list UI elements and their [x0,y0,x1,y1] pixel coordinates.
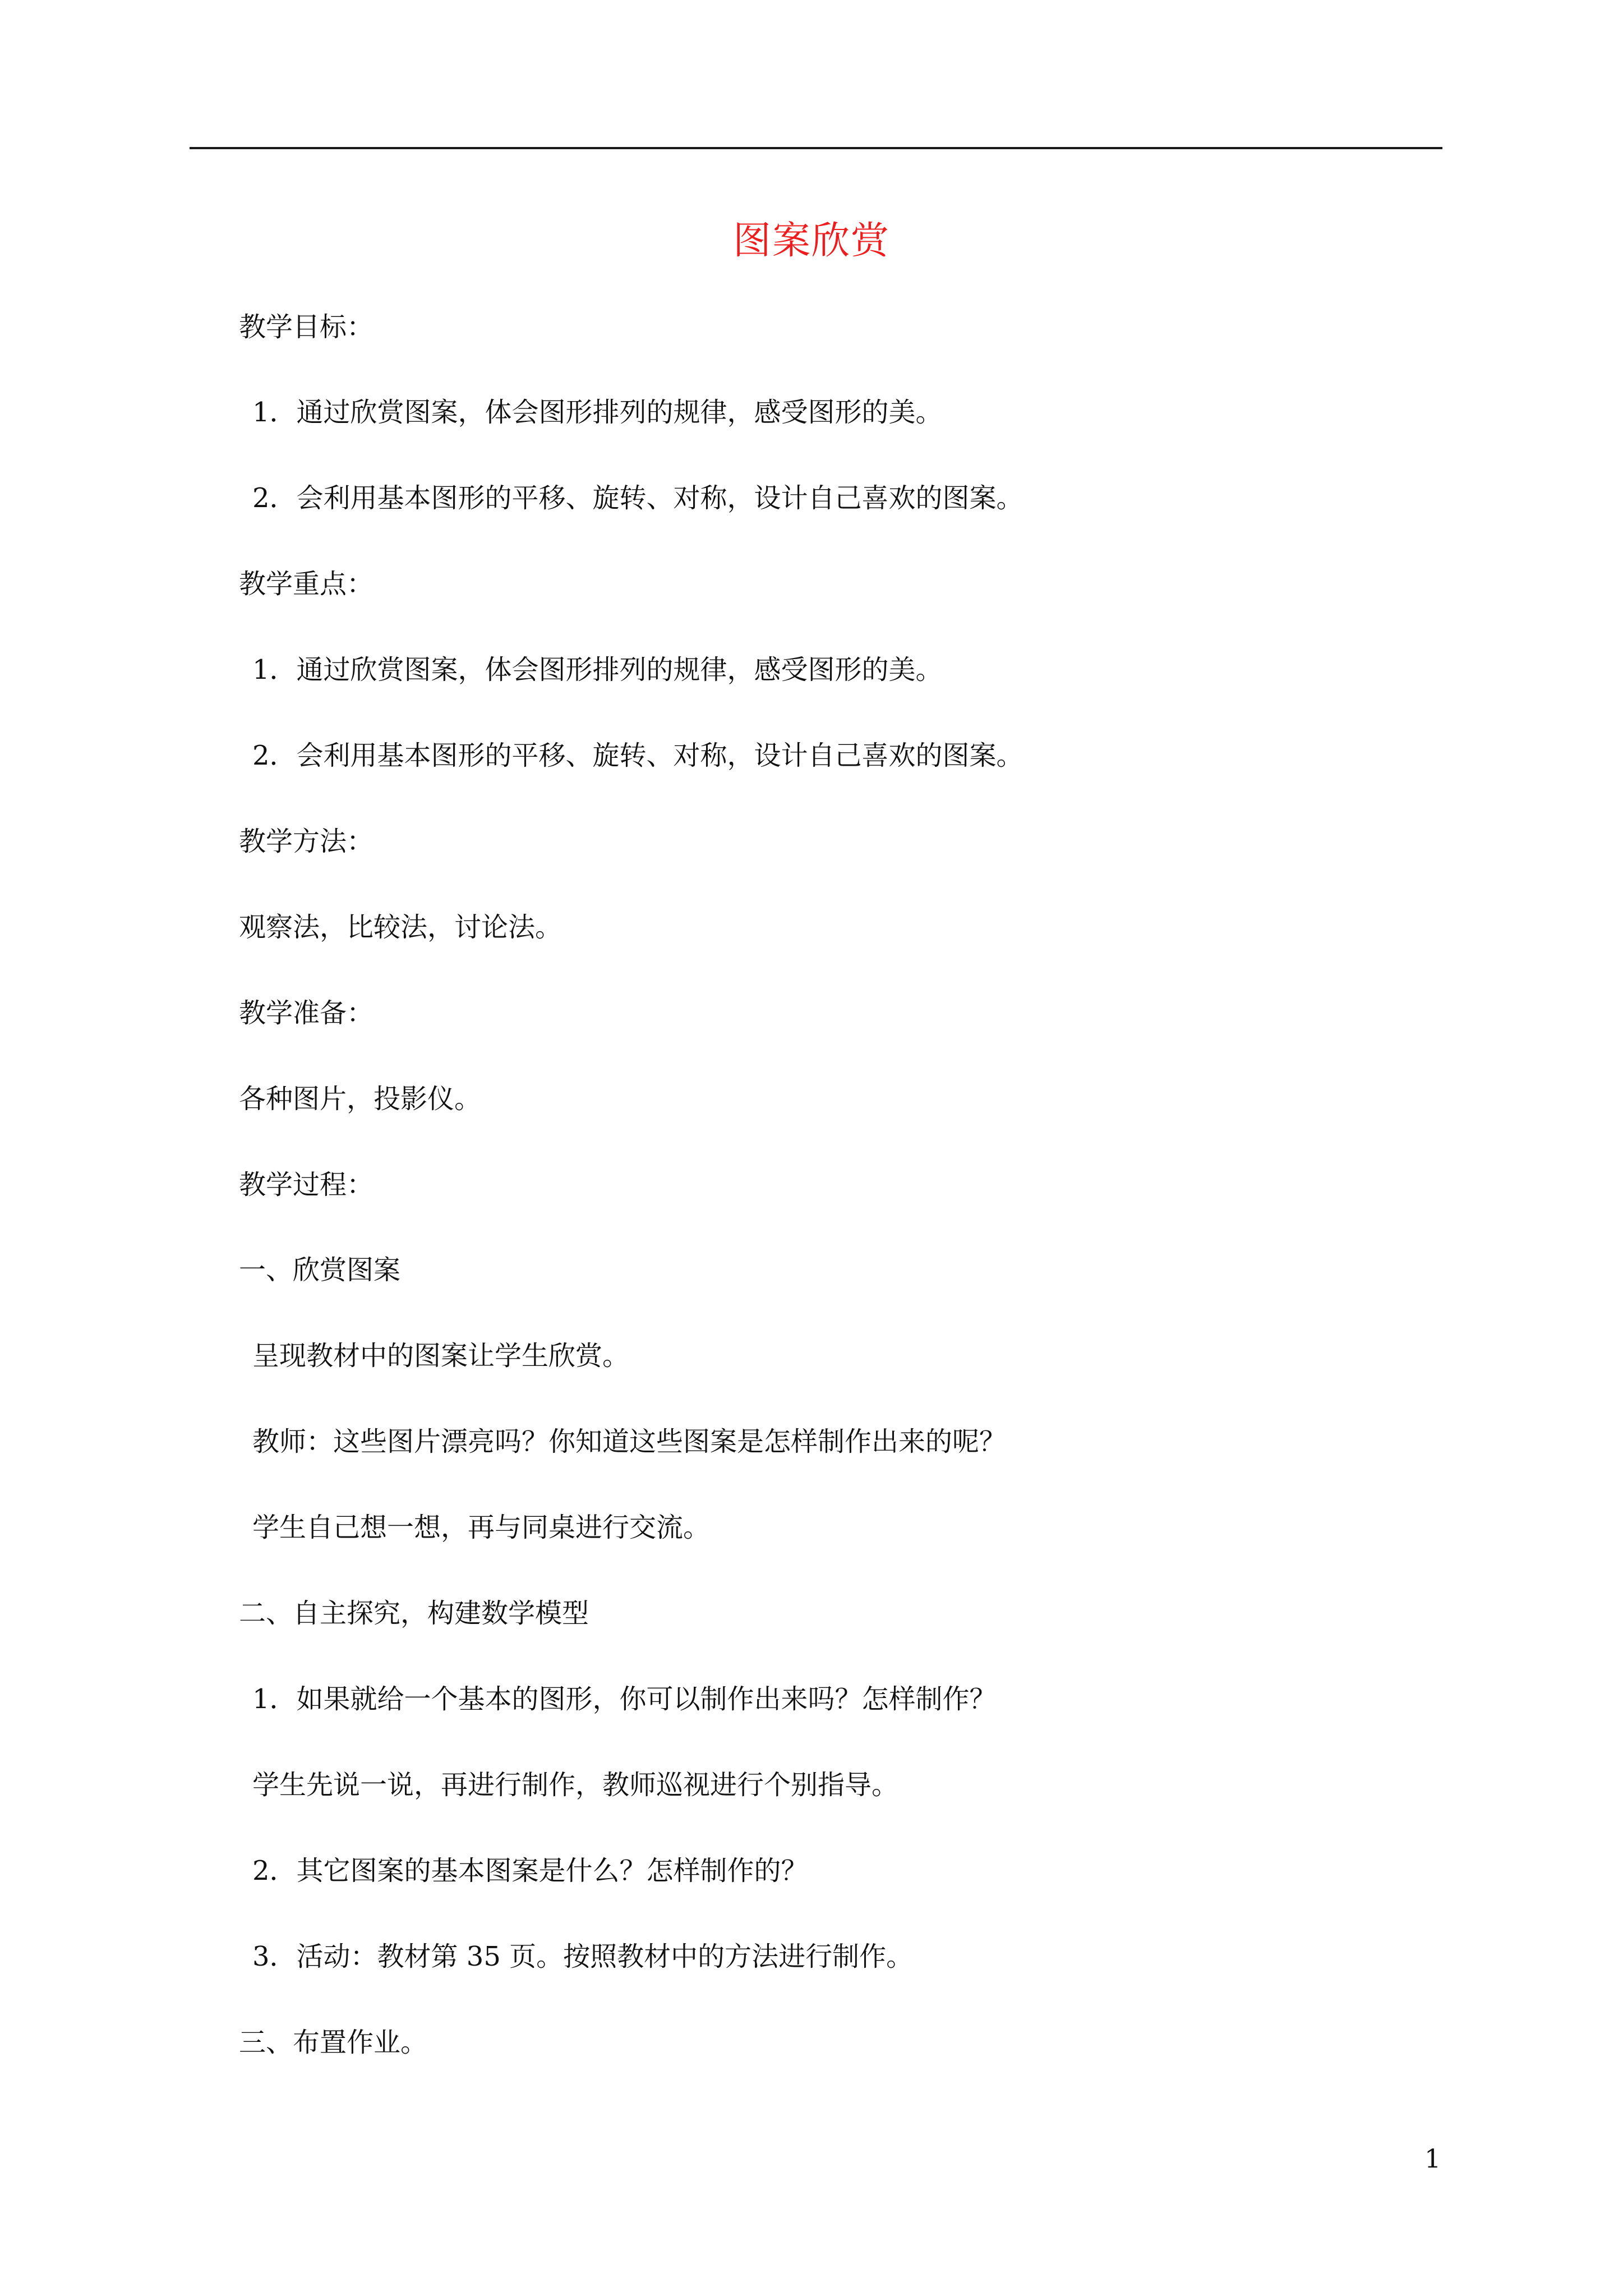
section-2-heading: 二、自主探究，构建数学模型 [239,1598,589,1629]
focus-item-1: 1．通过欣赏图案，体会图形排列的规律，感受图形的美。 [252,654,943,685]
section-1-paragraph-1: 呈现教材中的图案让学生欣赏。 [252,1340,630,1372]
methods-text: 观察法，比较法，讨论法。 [239,912,562,943]
section-3-heading: 三、布置作业。 [239,2027,428,2058]
preparation-text: 各种图片，投影仪。 [239,1083,482,1115]
section-1-paragraph-2: 教师：这些图片漂亮吗？你知道这些图案是怎样制作出来的呢？ [252,1426,1007,1457]
heading-teaching-methods: 教学方法： [239,826,374,857]
section-1-heading: 一、欣赏图案 [239,1254,401,1286]
heading-teaching-focus: 教学重点： [239,568,374,600]
heading-teaching-process: 教学过程： [239,1169,374,1200]
page-number: 1 [1424,2143,1441,2174]
header-rule [190,147,1442,149]
heading-teaching-objectives: 教学目标： [239,311,374,343]
objective-item-2: 2．会利用基本图形的平移、旋转、对称，设计自己喜欢的图案。 [252,482,1023,514]
heading-preparation: 教学准备： [239,997,374,1029]
section-2-item-1: 1．如果就给一个基本的图形，你可以制作出来吗？怎样制作？ [252,1683,997,1715]
focus-item-2: 2．会利用基本图形的平移、旋转、对称，设计自己喜欢的图案。 [252,740,1023,771]
section-2-item-2: 2．其它图案的基本图案是什么？怎样制作的？ [252,1855,808,1887]
section-2-paragraph: 学生先说一说，再进行制作，教师巡视进行个别指导。 [252,1769,899,1801]
document-title: 图案欣赏 [732,219,890,263]
objective-item-1: 1．通过欣赏图案，体会图形排列的规律，感受图形的美。 [252,397,943,428]
section-2-item-3: 3．活动：教材第 35 页。按照教材中的方法进行制作。 [252,1941,914,1972]
section-1-paragraph-3: 学生自己想一想，再与同桌进行交流。 [252,1512,711,1543]
